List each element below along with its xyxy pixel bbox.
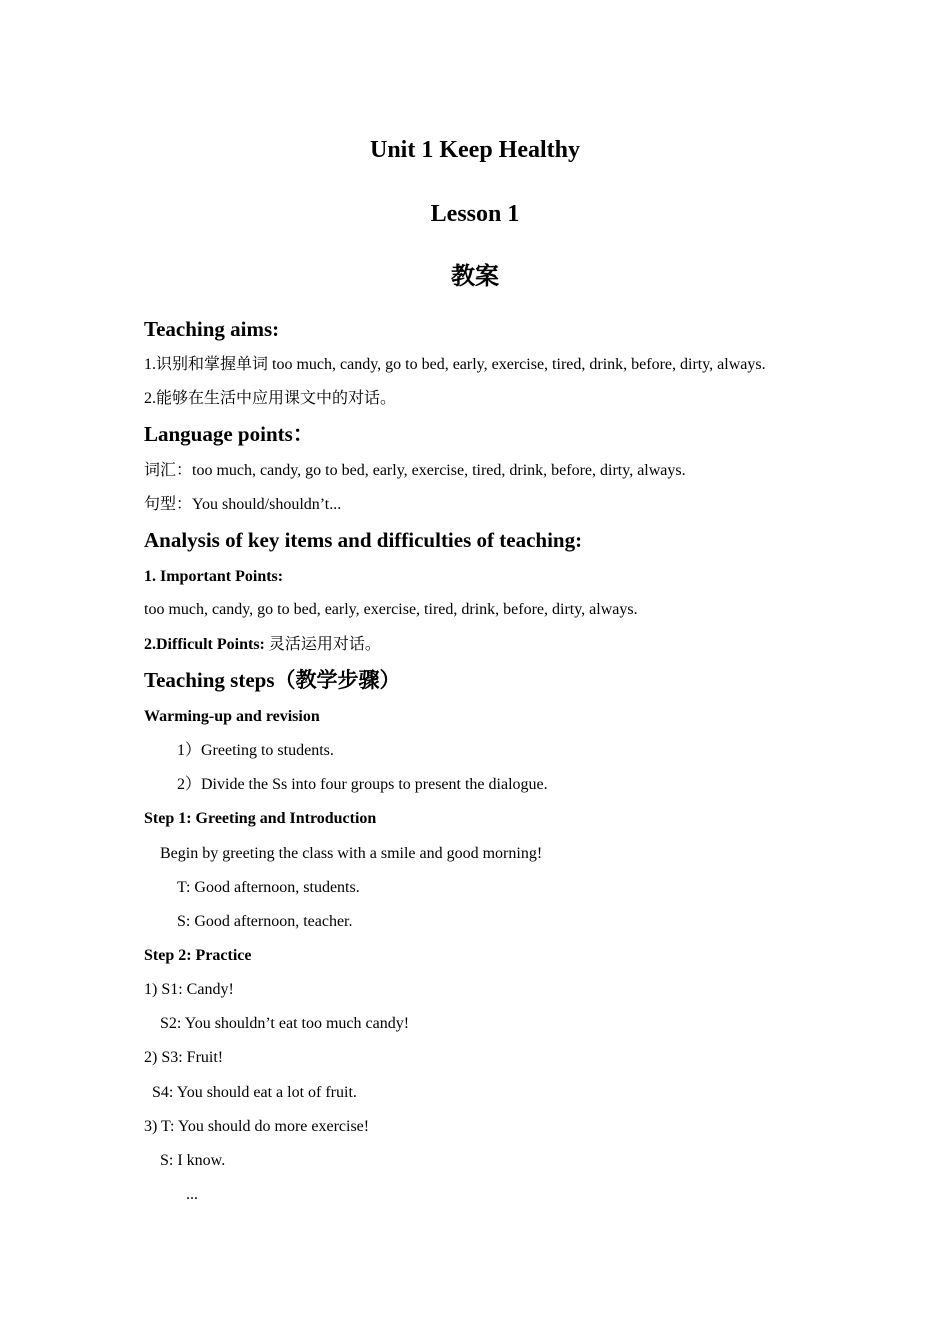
warmup-item-2: 2）Divide the Ss into four groups to present the dialogue. [177, 776, 548, 793]
ellipsis: ... [186, 1186, 198, 1203]
vocabulary-line [144, 460, 686, 482]
lesson-title: Lesson 1 [430, 201, 520, 227]
vocabulary-text: too much, candy, go to bed, early, exercise, tired, drink, before, dirty, always. [192, 462, 686, 479]
practice-3-b: S: I know. [160, 1152, 226, 1169]
important-points-label: 1. Important Points: [144, 568, 284, 585]
important-points-text: too much, candy, go to bed, early, exercise, tired, drink, before, dirty, always. [144, 601, 638, 618]
practice-2-b: S4: You should eat a lot of fruit. [152, 1084, 357, 1101]
practice-1-b: S2: You shouldn’t eat too much candy! [160, 1015, 410, 1032]
analysis-heading: Analysis of key items and difficulties of teaching: [144, 528, 583, 552]
sentence-pattern-label: 句型： [144, 496, 193, 513]
teaching-aims-heading: Teaching aims: [144, 317, 280, 341]
teaching-aim-2: 2.能够在生活中应用课文中的对话。 [144, 390, 397, 407]
language-points-heading: Language points： [144, 422, 314, 446]
practice-2-a: 2) S3: Fruit! [144, 1049, 224, 1066]
warmup-heading: Warming-up and revision [144, 708, 320, 725]
step2-heading: Step 2: Practice [144, 947, 252, 964]
teaching-steps-heading: Teaching steps（教学步骤） [144, 668, 401, 692]
lesson-plan-title: 教案 [451, 264, 499, 290]
unit-title: Unit 1 Keep Healthy [370, 137, 580, 163]
difficult-points-label: 2.Difficult Points: [144, 636, 265, 653]
step1-heading: Step 1: Greeting and Introduction [144, 810, 377, 827]
sentence-pattern-text: You should/shouldn’t... [192, 496, 342, 513]
warmup-item-1: 1）Greeting to students. [177, 742, 334, 759]
practice-3-a: 3) T: You should do more exercise! [144, 1118, 370, 1135]
step1-teacher-line: T: Good afternoon, students. [177, 879, 360, 896]
teaching-aim-1: 1.识别和掌握单词 too much, candy, go to bed, early, exercise, tired, drink, before, dirty, always. [144, 356, 766, 373]
vocabulary-label: 词汇： [144, 462, 193, 479]
difficult-points-text: 灵活运用对话。 [264, 636, 381, 653]
step1-description: Begin by greeting the class with a smile and good morning! [160, 845, 543, 862]
sentence-pattern-line [144, 494, 341, 516]
difficult-points-line [144, 634, 381, 656]
practice-1-a: 1) S1: Candy! [144, 981, 234, 998]
step1-student-line: S: Good afternoon, teacher. [177, 913, 353, 930]
